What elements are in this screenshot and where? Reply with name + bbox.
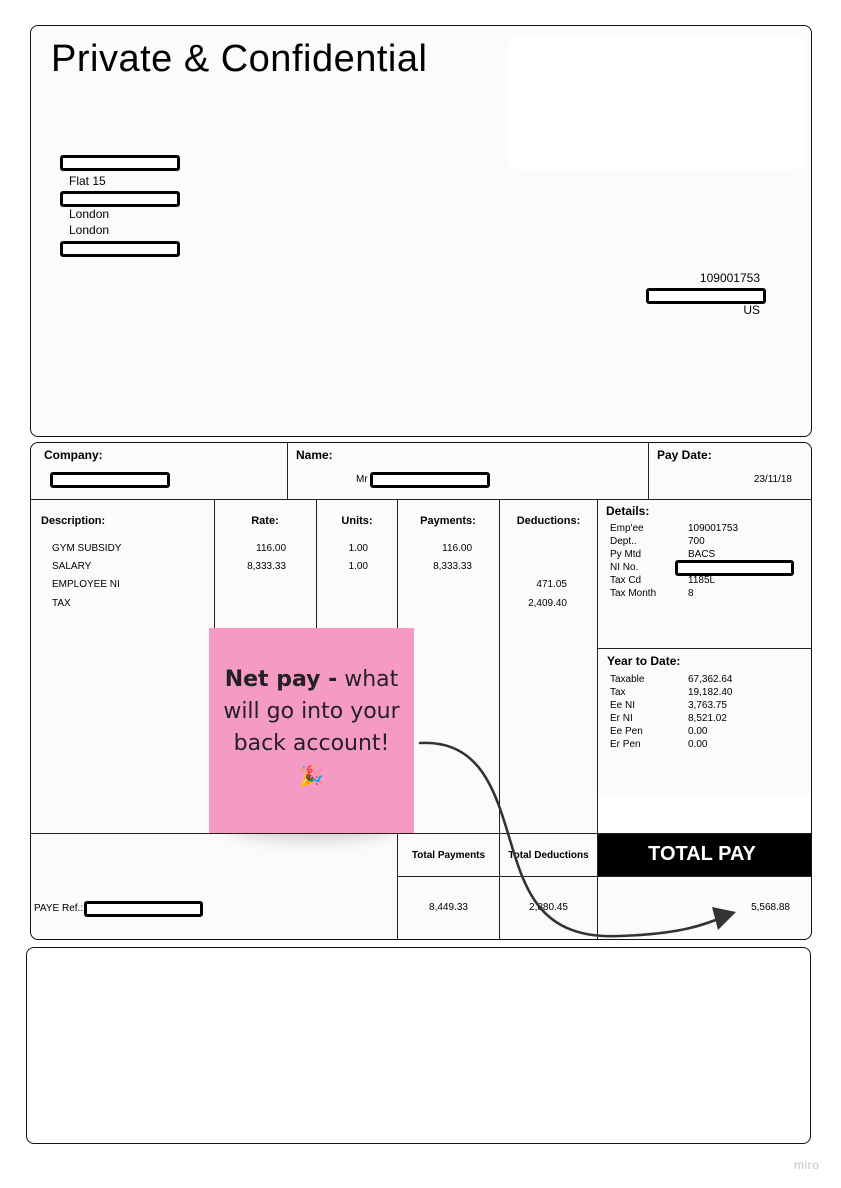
ytd-label: Tax	[610, 687, 626, 698]
col-payments: Payments:	[420, 515, 476, 527]
country-code: US	[743, 303, 760, 317]
table-row-payments: 8,333.33	[433, 561, 472, 572]
table-row-rate: 116.00	[256, 543, 286, 554]
details-value: 109001753	[688, 523, 739, 534]
sticky-note-bold: Net pay -	[224, 667, 338, 692]
table-row-deductions: 2,409.40	[528, 598, 567, 609]
name-label: Name:	[296, 448, 333, 462]
table-row-description: GYM SUBSIDY	[52, 543, 122, 554]
details-value: 1185L	[688, 575, 716, 586]
total-deductions-value: 2,880.45	[529, 902, 568, 913]
table-row-rate: 8,333.33	[247, 561, 286, 572]
details-heading: Details:	[606, 504, 650, 518]
ytd-value: 8,521.02	[688, 713, 727, 724]
miro-watermark: miro	[794, 1158, 820, 1172]
ytd-value: 67,362.64	[688, 674, 733, 685]
details-label: NI No.	[610, 562, 639, 573]
details-label: Tax Cd	[610, 575, 642, 586]
table-row-description: SALARY	[52, 561, 92, 572]
pay-date: 23/11/18	[753, 474, 792, 485]
table-row-units: 1.00	[348, 561, 368, 572]
ytd-label: Er Pen	[610, 739, 641, 750]
table-row-deductions: 471.05	[536, 579, 567, 590]
company-label: Company:	[44, 448, 103, 462]
ytd-value: 0.00	[688, 739, 708, 750]
total-pay-value: 5,568.88	[751, 902, 790, 913]
details-label: Dept..	[610, 536, 637, 547]
arrow-line	[420, 743, 728, 936]
bottom-panel	[26, 947, 811, 1144]
arrow-head-icon	[712, 907, 736, 930]
total-payments-value: 8,449.33	[429, 902, 468, 913]
total-deductions-label: Total Deductions	[508, 850, 589, 861]
ytd-label: Er NI	[610, 713, 633, 724]
ytd-value: 19,182.40	[688, 687, 733, 698]
details-value: 8	[688, 588, 694, 599]
pay-date-label: Pay Date:	[657, 448, 712, 462]
ytd-label: Ee NI	[610, 700, 636, 711]
name-prefix: Mr	[356, 474, 368, 485]
details-value: 700	[688, 536, 705, 547]
ytd-label: Ee Pen	[610, 726, 643, 737]
details-value: BACS	[688, 549, 716, 560]
total-pay-label: TOTAL PAY	[648, 843, 756, 865]
col-deductions: Deductions:	[516, 515, 581, 527]
table-row-units: 1.00	[348, 543, 368, 554]
party-popper-icon: 🎉	[299, 764, 324, 788]
col-units: Units:	[341, 515, 373, 527]
table-row-description: EMPLOYEE NI	[52, 579, 120, 590]
sticky-note-text: what will go into your back account!	[223, 667, 400, 756]
total-payments-label: Total Payments	[411, 850, 486, 861]
table-row-payments: 116.00	[442, 543, 472, 554]
ytd-value: 3,763.75	[688, 700, 727, 711]
address-line-1: Flat 15	[69, 174, 106, 188]
address-line-2: London	[69, 207, 110, 221]
ytd-heading: Year to Date:	[607, 654, 681, 668]
page-title: Private & Confidential	[51, 38, 428, 80]
details-label: Emp'ee	[610, 523, 644, 534]
paye-ref-label: PAYE Ref.:	[34, 903, 84, 914]
ytd-value: 0.00	[688, 726, 708, 737]
ytd-label: Taxable	[610, 674, 645, 685]
col-description: Description:	[41, 515, 106, 527]
employee-number: 109001753	[699, 271, 760, 285]
col-rate: Rate:	[251, 515, 279, 527]
details-label: Py Mtd	[610, 549, 642, 560]
table-row-description: TAX	[52, 598, 71, 609]
address-line-3: London	[69, 223, 110, 237]
details-label: Tax Month	[610, 588, 657, 599]
